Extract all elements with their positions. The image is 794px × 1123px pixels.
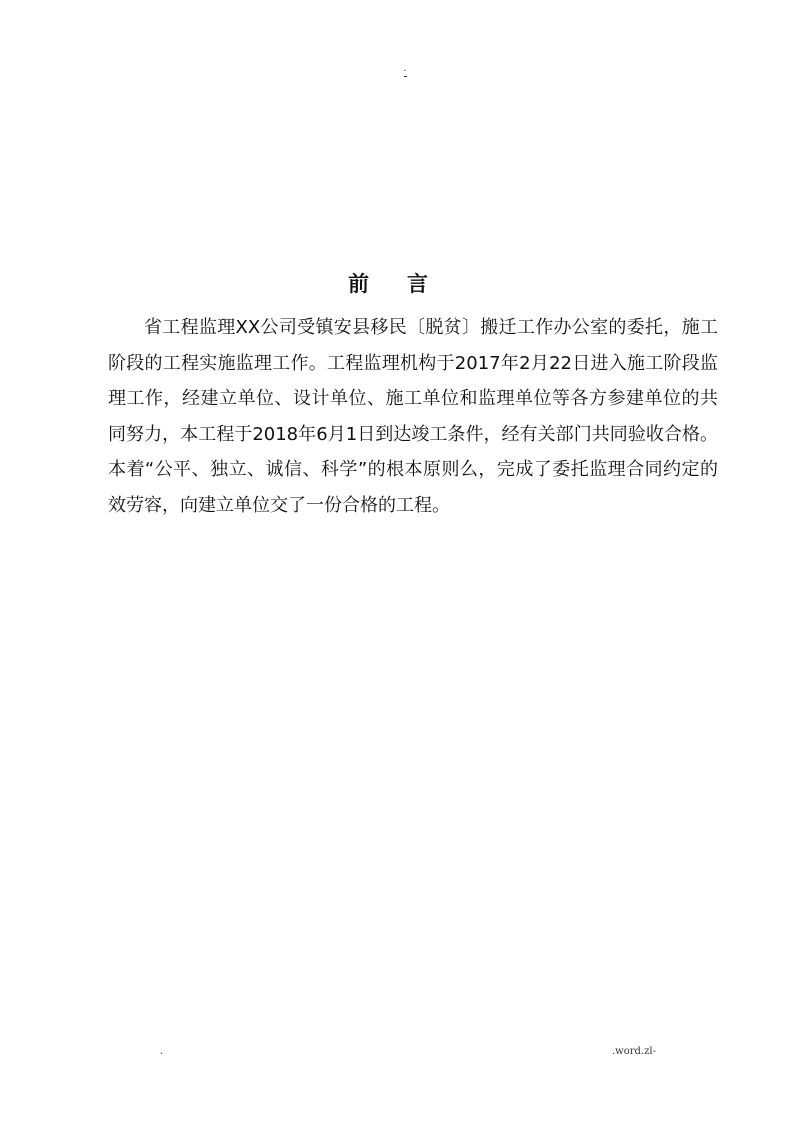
header-underline [404, 76, 407, 77]
footer-left-mark: . [160, 1046, 164, 1057]
header-dot: . [403, 63, 407, 74]
page-title: 前言 [348, 272, 466, 296]
page-header-mark [395, 63, 415, 77]
body-paragraph: 省工程监理XX公司受镇安县移民〔脱贫〕搬迁工作办公室的委托，施工阶段的工程实施监理工作。工程监理机构于2017年2月22日进入施工阶段监理工作，经建立单位、设计单位、施工单位和监理单位等各方参建单位的共同努力，本工程于2018年6月1日到达竣工条件，经有关部门共同验收合格。本着“公平、独立、诚信、科学”的根本原则么，完成了委托监理合同约定的效劳容，向建立单位交了一份合格的工程。 [108, 317, 718, 516]
footer-watermark-text: .word.zl- [612, 1046, 656, 1057]
